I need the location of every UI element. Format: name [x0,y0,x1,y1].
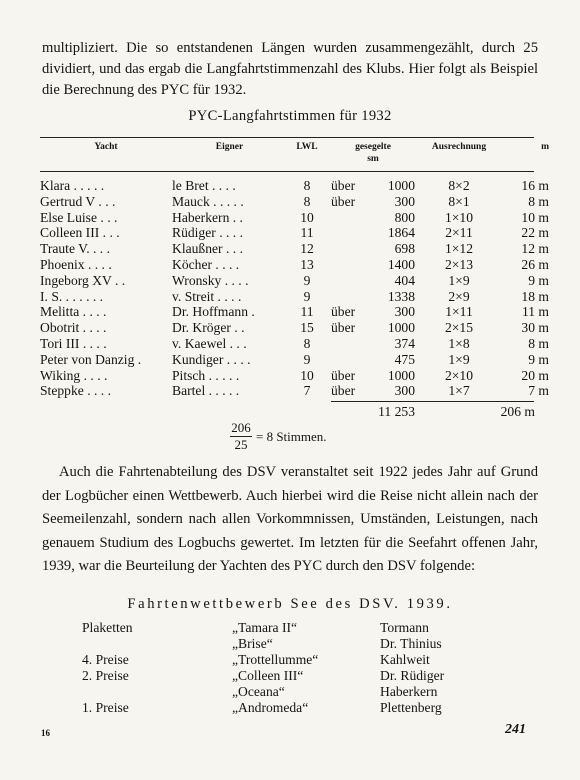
calculation-cell: 2×10 [444,367,474,383]
calculation-cell: 1×9 [448,351,470,367]
prize-yacht: „Colleen III“ [232,668,304,683]
sailed-miles-cell: 475 [394,351,415,367]
table-row [40,336,549,352]
sailed-miles-cell: 1400 [387,256,415,272]
table-row [40,257,549,273]
over-prefix-cell: über [331,383,356,399]
stimmen-table-body [40,178,549,399]
prize-owner: Dr. Rüdiger [380,668,445,683]
prize-owner: Haberkern [380,684,438,699]
lwl-cell: 9 [303,288,311,304]
meters-cell: 22 m [521,225,549,241]
table-row [40,178,549,194]
over-prefix-cell: über [331,320,356,336]
yacht-cell: Traute V. . . . [40,241,110,257]
lwl-cell: 8 [303,335,311,351]
table-top-rule [40,137,534,138]
footer-signature-mark: 16 [41,728,50,738]
fraction-numerator: 206 [231,420,251,435]
total-meters: 206 m [500,404,535,419]
yacht-cell: Gertrud V . . . [40,193,116,209]
prize-category: Plaketten [82,620,133,635]
table-row [40,225,549,241]
sailed-miles-cell: 300 [394,383,415,399]
owner-cell: Dr. Kröger . . [172,320,245,336]
yacht-cell: Klara . . . . . [40,178,105,193]
yacht-cell: Steppke . . . . [40,383,111,399]
prize-category: 2. Preise [82,668,129,683]
owner-cell: v. Streit . . . . [172,288,242,304]
sailed-miles-cell: 1000 [387,320,415,336]
prize-yacht: „Trottellumme“ [232,652,319,667]
col-header-lwl: LWL [296,142,318,152]
calculation-cell: 2×15 [444,320,474,336]
calculation-cell: 2×11 [445,225,473,241]
over-prefix-cell [327,210,373,226]
fraction-denominator: 25 [234,437,248,452]
lwl-cell: 11 [300,304,314,320]
prize-yacht: „Tamara II“ [232,620,298,635]
owner-cell: Köcher . . . . [172,256,240,272]
meters-cell: 16 m [521,178,549,193]
lwl-cell: 7 [303,383,311,399]
fraction-result: = 8 Stimmen. [256,429,327,444]
owner-cell: le Bret . . . . [172,178,236,193]
col-header-owner: Eigner [215,142,244,152]
lwl-cell: 11 [300,225,314,241]
calculation-cell: 8×2 [448,178,470,193]
calculation-cell: 1×8 [448,335,470,351]
over-prefix-cell: über [331,367,356,383]
lwl-cell: 8 [303,178,311,193]
prize-owner: Kahlweit [380,652,430,667]
meters-cell: 30 m [521,320,549,336]
yacht-cell: Peter von Danzig . [40,351,142,367]
stimmen-table [40,178,549,399]
col-header-yacht: Yacht [94,142,118,152]
prize-yacht: „Andromeda“ [232,700,309,715]
calculation-cell: 1×12 [444,241,474,257]
sailed-miles-cell: 1338 [387,288,415,304]
table-title: PYC-Langfahrtstimmen für 1932 [188,108,392,124]
calculation-cell: 1×10 [444,209,474,225]
sailed-miles-cell: 374 [394,335,415,351]
prize-yacht: „Brise“ [232,636,273,651]
calculation-cell: 8×1 [448,193,470,209]
owner-cell: Kundiger . . . . [172,351,251,367]
yacht-cell: I. S. . . . . . . [40,288,104,304]
table-header-rule [40,171,534,172]
yacht-cell: Melitta . . . . [40,304,107,320]
owner-cell: Pitsch . . . . . [172,367,240,383]
meters-cell: 26 m [521,256,549,272]
col-header-calc: Ausrechnung [431,142,487,152]
owner-cell: Bartel . . . . . [172,383,240,399]
over-prefix-cell [327,336,373,352]
owner-cell: Dr. Hoffmann . [172,304,255,320]
calculation-cell: 1×7 [448,383,470,399]
over-prefix-cell: über [331,178,356,193]
table-row [40,194,549,210]
over-prefix-cell: über [331,193,356,209]
sailed-miles-cell: 300 [394,304,415,320]
meters-cell: 20 m [521,367,549,383]
over-prefix-cell [327,289,373,305]
lwl-cell: 9 [303,351,311,367]
yacht-cell: Else Luise . . . [40,209,118,225]
over-prefix-cell [327,225,373,241]
prize-owner: Dr. Thinius [380,636,442,651]
owner-cell: Klaußner . . . [172,241,243,257]
competition-title: Fahrtenwettbewerb See des DSV. 1939. [127,596,453,612]
prize-owner: Tormann [380,620,429,635]
total-sailed: 11 253 [378,404,415,419]
calculation-cell: 2×9 [448,288,470,304]
owner-cell: Haberkern . . [172,209,243,225]
col-header-m: m [541,142,549,152]
sum-rule [331,401,534,402]
prize-category: 4. Preise [82,652,129,667]
calculation-cell: 1×11 [445,304,473,320]
table-row [40,368,549,384]
table-row [40,210,549,226]
sailed-miles-cell: 698 [394,241,415,257]
meters-cell: 7 m [528,383,549,399]
lwl-cell: 8 [303,193,311,209]
table-row [40,383,549,399]
col-header-sailed [331,141,415,165]
sailed-miles-cell: 1864 [387,225,415,241]
table-row [40,352,549,368]
prize-category: 1. Preise [82,700,129,715]
meters-cell: 8 m [528,335,549,351]
lwl-cell: 15 [300,320,314,336]
meters-cell: 12 m [521,241,549,257]
over-prefix-cell [327,352,373,368]
calculation-cell: 1×9 [448,272,470,288]
yacht-cell: Ingeborg XV . . [40,272,126,288]
table-row [40,273,549,289]
over-prefix-cell [327,241,373,257]
lwl-cell: 10 [300,367,314,383]
owner-cell: Rüdiger . . . . [172,225,243,241]
sailed-miles-cell: 404 [394,272,415,288]
intro-paragraph: multipliziert. Die so entstandenen Längen wurden zusammengezählt, durch 25 dividiert, und das ergab die Langfahrtstimmenzahl des Klubs. Hier folgt als Beispiel die Berechnung des PYC für 1932. [42,40,538,98]
prize-yacht: „Oceana“ [232,684,285,699]
meters-cell: 8 m [528,193,549,209]
table-row [40,320,549,336]
yacht-cell: Wiking . . . . [40,367,108,383]
over-prefix-cell [327,273,373,289]
lwl-cell: 12 [300,241,314,257]
calculation-cell: 2×13 [444,256,474,272]
over-prefix-cell: über [331,304,356,320]
table-row [40,289,549,305]
sailed-miles-cell: 300 [394,193,415,209]
yacht-cell: Tori III . . . . [40,335,107,351]
sailed-miles-cell: 800 [394,209,415,225]
owner-cell: Wronsky . . . . [172,272,249,288]
meters-cell: 10 m [521,209,549,225]
table-row [40,241,549,257]
owner-cell: v. Kaewel . . . [172,335,247,351]
col-header-sailed-line2: sm [367,154,379,164]
lwl-cell: 10 [300,209,314,225]
meters-cell: 18 m [521,288,549,304]
sailed-miles-cell: 1000 [387,367,415,383]
table-row [40,304,549,320]
col-header-sailed-line1: gesegelte [355,142,391,152]
meters-cell: 9 m [528,272,549,288]
lwl-cell: 9 [303,272,311,288]
yacht-cell: Phoenix . . . . [40,256,112,272]
page-number: 241 [505,722,526,737]
meters-cell: 11 m [521,304,549,320]
owner-cell: Mauck . . . . . [172,193,244,209]
yacht-cell: Colleen III . . . [40,225,120,241]
meters-cell: 9 m [528,351,549,367]
over-prefix-cell [327,257,373,273]
sailed-miles-cell: 1000 [387,178,415,193]
second-paragraph: Auch die Fahrtenabteilung des DSV veranstaltet seit 1922 jedes Jahr auf Grund der Logbücher einen Wettbewerb. Auch hierbei wird die Reise nicht allein nach der Seemeilenzahl, sondern nach allen Vorkommnissen, Umständen, Leistungen, nach genauem Studium des Logbuchs gewertet. Im letzten für die Seefahrt offenen Jahr, 1939, war die Beurteilung der Yachten des PYC durch den DSV folgende: [42,464,538,574]
prize-owner: Plettenberg [380,700,442,715]
yacht-cell: Obotrit . . . . [40,320,107,336]
lwl-cell: 13 [300,256,314,272]
